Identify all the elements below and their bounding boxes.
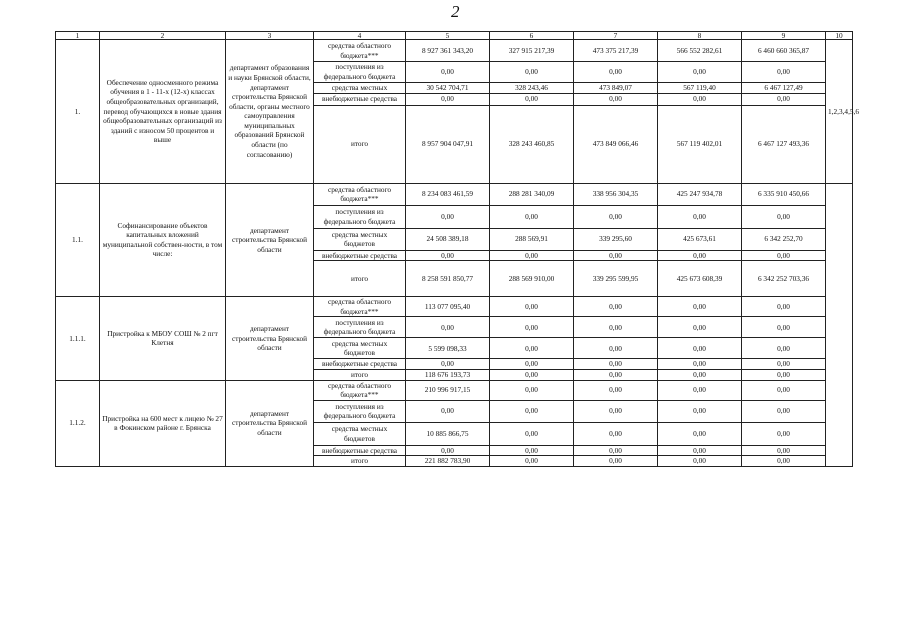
amount-cell: 327 915 217,39: [490, 40, 574, 62]
amount-cell: 0,00: [490, 62, 574, 83]
amount-cell: 0,00: [742, 93, 826, 105]
amount-cell: 8 957 904 047,91: [406, 105, 490, 183]
amount-cell: 10 885 866,75: [406, 422, 490, 445]
amount-cell: 0,00: [406, 62, 490, 83]
amount-cell: 425 673 608,39: [658, 261, 742, 297]
amount-cell: 0,00: [490, 359, 574, 370]
amount-cell: 0,00: [490, 445, 574, 456]
amount-cell: 0,00: [658, 369, 742, 380]
source-label: средства местных бюджетов: [314, 228, 406, 250]
column-header: 4: [314, 32, 406, 40]
source-label: поступления из федерального бюджета: [314, 400, 406, 422]
amount-cell: 6 342 252,70: [742, 228, 826, 250]
amount-cell: 6 342 252 703,36: [742, 261, 826, 297]
table-row: [56, 183, 853, 205]
amount-cell: 0,00: [574, 400, 658, 422]
amount-cell: 0,00: [490, 369, 574, 380]
amount-cell: 0,00: [742, 380, 826, 400]
source-label: внебюджетные средства: [314, 250, 406, 261]
column-header: 7: [574, 32, 658, 40]
column-header: 2: [100, 32, 226, 40]
amount-cell: 0,00: [574, 338, 658, 359]
amount-cell: 0,00: [658, 205, 742, 228]
item-number: 1.1.2.: [56, 380, 100, 466]
item-name: Обеспечение односменного режима обучения в 1 - 11-х (12-х) классах общеобразовательных организаций, перевод обучающихся в новые здания общеобразовательных организаций из зданий с износом 50 процентов и выше: [100, 40, 226, 184]
column-header-row: [56, 32, 853, 40]
amount-cell: 0,00: [742, 445, 826, 456]
column-header: 1: [56, 32, 100, 40]
amount-cell: 0,00: [742, 62, 826, 83]
amount-cell: 566 552 282,61: [658, 40, 742, 62]
source-label: итого: [314, 261, 406, 297]
amount-cell: 0,00: [406, 317, 490, 338]
amount-cell: 473 849 066,46: [574, 105, 658, 183]
source-label: внебюджетные средства: [314, 359, 406, 370]
item-department: департамент строительства Брянской области: [226, 380, 314, 466]
item-department: департамент образования и науки Брянской области, департамент строительства Брянской области, органы местного самоуправления муниципальных образований Брянской области (по согласованию): [226, 40, 314, 184]
amount-cell: 0,00: [658, 297, 742, 317]
amount-cell: 339 295,60: [574, 228, 658, 250]
source-label: средства местных: [314, 83, 406, 94]
amount-cell: 0,00: [574, 422, 658, 445]
amount-cell: 0,00: [490, 338, 574, 359]
item-name: Пристройка на 600 мест к лицею № 27 в Фокинском районе г. Брянска: [100, 380, 226, 466]
amount-cell: 0,00: [490, 380, 574, 400]
source-label: итого: [314, 369, 406, 380]
amount-cell: 8 927 361 343,20: [406, 40, 490, 62]
amount-cell: 0,00: [406, 205, 490, 228]
item-department: департамент строительства Брянской области: [226, 183, 314, 297]
source-label: внебюджетные средства: [314, 93, 406, 105]
amount-cell: 0,00: [658, 93, 742, 105]
amount-cell: 0,00: [742, 359, 826, 370]
amount-cell: 0,00: [742, 338, 826, 359]
source-label: средства областного бюджета***: [314, 183, 406, 205]
amount-cell: 30 542 704,71: [406, 83, 490, 94]
amount-cell: 0,00: [658, 422, 742, 445]
amount-cell: 118 676 193,73: [406, 369, 490, 380]
amount-cell: 0,00: [574, 62, 658, 83]
source-label: поступления из федерального бюджета: [314, 62, 406, 83]
amount-cell: 0,00: [490, 205, 574, 228]
amount-cell: 567 119 402,01: [658, 105, 742, 183]
column-header: 10: [826, 32, 853, 40]
amount-cell: 0,00: [658, 380, 742, 400]
amount-cell: 0,00: [490, 422, 574, 445]
column-header: 9: [742, 32, 826, 40]
amount-cell: 328 243 460,85: [490, 105, 574, 183]
amount-cell: 288 569 910,00: [490, 261, 574, 297]
column-header: 5: [406, 32, 490, 40]
task-references: 1,2,3,4,5,6: [826, 40, 853, 184]
amount-cell: 0,00: [574, 445, 658, 456]
source-label: поступления из федерального бюджета: [314, 317, 406, 338]
amount-cell: 113 077 095,40: [406, 297, 490, 317]
amount-cell: 8 258 591 850,77: [406, 261, 490, 297]
budget-table: [55, 31, 860, 467]
amount-cell: 210 996 917,15: [406, 380, 490, 400]
amount-cell: 0,00: [574, 250, 658, 261]
table-row: [56, 40, 853, 62]
amount-cell: 0,00: [406, 250, 490, 261]
item-number: 1.: [56, 40, 100, 184]
amount-cell: 425 247 934,78: [658, 183, 742, 205]
amount-cell: 0,00: [490, 250, 574, 261]
amount-cell: 0,00: [490, 400, 574, 422]
amount-cell: 0,00: [658, 445, 742, 456]
amount-cell: 288 281 340,09: [490, 183, 574, 205]
source-label: средства областного бюджета***: [314, 380, 406, 400]
amount-cell: 328 243,46: [490, 83, 574, 94]
amount-cell: 0,00: [658, 400, 742, 422]
amount-cell: 0,00: [574, 93, 658, 105]
column-header: 8: [658, 32, 742, 40]
amount-cell: 473 849,07: [574, 83, 658, 94]
amount-cell: 425 673,61: [658, 228, 742, 250]
source-label: средства местных бюджетов: [314, 422, 406, 445]
page-number: 2: [451, 2, 460, 21]
amount-cell: 8 234 083 461,59: [406, 183, 490, 205]
amount-cell: 0,00: [490, 456, 574, 467]
amount-cell: 0,00: [574, 369, 658, 380]
amount-cell: 0,00: [574, 317, 658, 338]
source-label: средства областного бюджета***: [314, 40, 406, 62]
amount-cell: 0,00: [742, 205, 826, 228]
column-header: 3: [226, 32, 314, 40]
source-label: поступления из федерального бюджета: [314, 205, 406, 228]
table-row: [56, 297, 853, 317]
amount-cell: 288 569,91: [490, 228, 574, 250]
source-label: средства местных бюджетов: [314, 338, 406, 359]
amount-cell: 338 956 304,35: [574, 183, 658, 205]
amount-cell: 0,00: [490, 317, 574, 338]
item-department: департамент строительства Брянской области: [226, 297, 314, 380]
amount-cell: 0,00: [742, 250, 826, 261]
source-label: итого: [314, 456, 406, 467]
amount-cell: 473 375 217,39: [574, 40, 658, 62]
amount-cell: 0,00: [574, 380, 658, 400]
amount-cell: 0,00: [406, 445, 490, 456]
amount-cell: 0,00: [574, 297, 658, 317]
item-name: Софинансирование объектов капитальных вложений муниципальной собствен-ности, в том числе:: [100, 183, 226, 297]
amount-cell: 0,00: [658, 359, 742, 370]
amount-cell: 567 119,40: [658, 83, 742, 94]
amount-cell: 0,00: [490, 93, 574, 105]
item-number: 1.1.: [56, 183, 100, 297]
amount-cell: 0,00: [574, 456, 658, 467]
amount-cell: 0,00: [406, 93, 490, 105]
table-row: [56, 380, 853, 400]
amount-cell: 6 335 910 450,66: [742, 183, 826, 205]
amount-cell: 0,00: [742, 400, 826, 422]
amount-cell: 0,00: [406, 359, 490, 370]
source-label: внебюджетные средства: [314, 445, 406, 456]
amount-cell: 0,00: [742, 369, 826, 380]
amount-cell: 0,00: [658, 338, 742, 359]
amount-cell: 0,00: [658, 456, 742, 467]
item-number: 1.1.1.: [56, 297, 100, 380]
source-label: средства областного бюджета***: [314, 297, 406, 317]
amount-cell: 0,00: [658, 62, 742, 83]
item-name: Пристройка к МБОУ СОШ № 2 пгт Клетня: [100, 297, 226, 380]
source-label: итого: [314, 105, 406, 183]
amount-cell: 0,00: [742, 317, 826, 338]
amount-cell: 6 460 660 365,87: [742, 40, 826, 62]
amount-cell: 0,00: [742, 297, 826, 317]
amount-cell: 339 295 599,95: [574, 261, 658, 297]
amount-cell: 24 508 389,18: [406, 228, 490, 250]
amount-cell: 0,00: [490, 297, 574, 317]
empty-cell: [826, 183, 853, 466]
amount-cell: 0,00: [574, 205, 658, 228]
amount-cell: 0,00: [658, 317, 742, 338]
amount-cell: 221 882 783,90: [406, 456, 490, 467]
amount-cell: 0,00: [742, 422, 826, 445]
amount-cell: 0,00: [574, 359, 658, 370]
amount-cell: 0,00: [658, 250, 742, 261]
amount-cell: 0,00: [742, 456, 826, 467]
column-header: 6: [490, 32, 574, 40]
amount-cell: 6 467 127,49: [742, 83, 826, 94]
amount-cell: 6 467 127 493,36: [742, 105, 826, 183]
amount-cell: 5 599 098,33: [406, 338, 490, 359]
amount-cell: 0,00: [406, 400, 490, 422]
